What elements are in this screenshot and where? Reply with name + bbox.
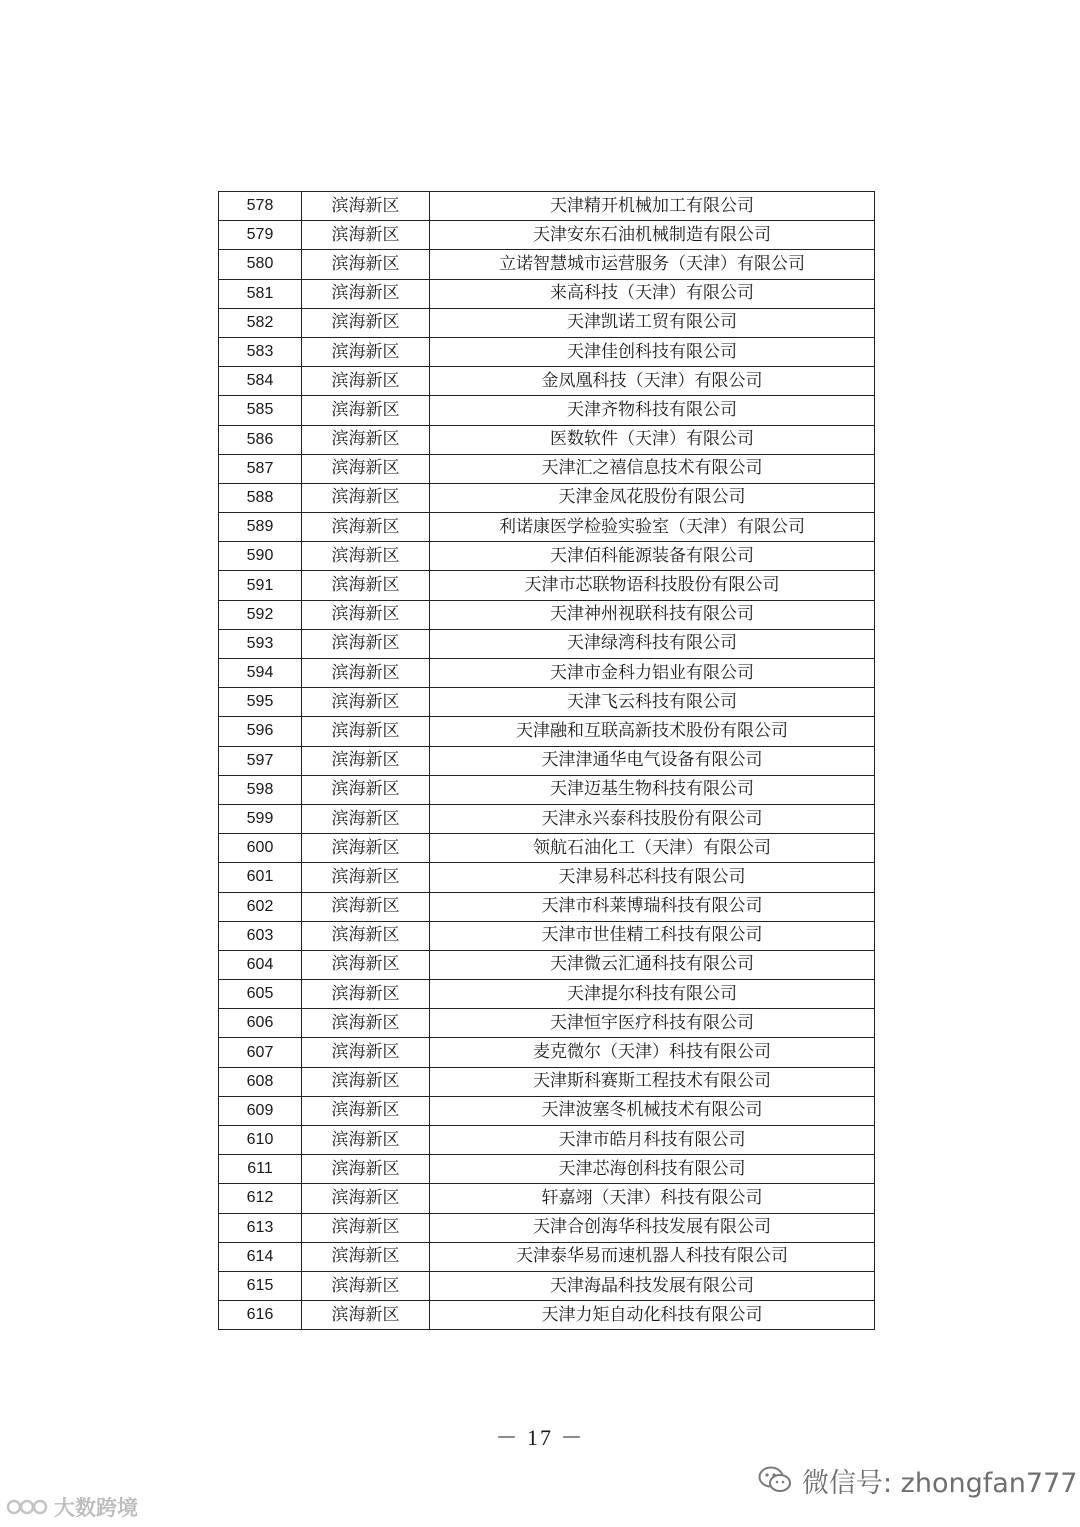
row-district: 滨海新区 [302,396,430,425]
table-row [219,396,875,425]
table-row [219,746,875,775]
row-number: 615 [219,1271,302,1300]
table-row [219,308,875,337]
row-district: 滨海新区 [302,1242,430,1271]
table-row [219,659,875,688]
row-district: 滨海新区 [302,483,430,512]
row-company-name: 金凤凰科技（天津）有限公司 [430,367,875,396]
row-district: 滨海新区 [302,1213,430,1242]
row-number: 594 [219,659,302,688]
row-company-name: 天津汇之禧信息技术有限公司 [430,454,875,483]
row-company-name: 天津金凤花股份有限公司 [430,483,875,512]
row-company-name: 利诺康医学检验实验室（天津）有限公司 [430,513,875,542]
row-number: 595 [219,688,302,717]
row-company-name: 天津恒宇医疗科技有限公司 [430,1009,875,1038]
row-number: 610 [219,1126,302,1155]
row-company-name: 医数软件（天津）有限公司 [430,425,875,454]
table-row [219,804,875,833]
wechat-label: 微信号: zhongfan777 [802,1467,1078,1499]
row-district: 滨海新区 [302,571,430,600]
row-number: 580 [219,250,302,279]
table-row [219,425,875,454]
table-row [219,600,875,629]
row-company-name: 天津市金科力铝业有限公司 [430,659,875,688]
row-number: 600 [219,834,302,863]
row-number: 602 [219,892,302,921]
table-row [219,192,875,221]
row-number: 616 [219,1301,302,1330]
row-number: 585 [219,396,302,425]
table-row [219,688,875,717]
row-company-name: 天津海晶科技发展有限公司 [430,1271,875,1300]
row-number: 589 [219,513,302,542]
row-district: 滨海新区 [302,1038,430,1067]
row-company-name: 天津绿湾科技有限公司 [430,629,875,658]
row-district: 滨海新区 [302,629,430,658]
row-company-name: 天津市世佳精工科技有限公司 [430,921,875,950]
row-district: 滨海新区 [302,921,430,950]
table-row [219,1126,875,1155]
row-number: 604 [219,950,302,979]
row-company-name: 天津飞云科技有限公司 [430,688,875,717]
row-number: 593 [219,629,302,658]
row-district: 滨海新区 [302,1096,430,1125]
page-number: － 17 － [495,1425,585,1450]
table-row [219,1096,875,1125]
table-row [219,629,875,658]
watermark-text: 大数跨境 [54,1496,138,1520]
table-row [219,863,875,892]
row-company-name: 来高科技（天津）有限公司 [430,279,875,308]
table-row [219,1184,875,1213]
row-company-name: 天津市芯联物语科技股份有限公司 [430,571,875,600]
row-district: 滨海新区 [302,950,430,979]
wechat-icon [758,1465,792,1495]
row-district: 滨海新区 [302,688,430,717]
table-row [219,250,875,279]
row-company-name: 天津芯海创科技有限公司 [430,1155,875,1184]
table-row [219,1242,875,1271]
row-district: 滨海新区 [302,308,430,337]
row-company-name: 天津佰科能源装备有限公司 [430,542,875,571]
table-row [219,1271,875,1300]
row-district: 滨海新区 [302,425,430,454]
table-row [219,717,875,746]
row-company-name: 天津安东石油机械制造有限公司 [430,221,875,250]
row-district: 滨海新区 [302,834,430,863]
row-company-name: 天津波塞冬机械技术有限公司 [430,1096,875,1125]
row-company-name: 天津津通华电气设备有限公司 [430,746,875,775]
row-district: 滨海新区 [302,775,430,804]
table-row [219,483,875,512]
row-district: 滨海新区 [302,1126,430,1155]
company-table-body [219,192,875,1330]
table-row [219,980,875,1009]
row-number: 611 [219,1155,302,1184]
row-number: 588 [219,483,302,512]
row-district: 滨海新区 [302,980,430,1009]
row-number: 584 [219,367,302,396]
table-row [219,834,875,863]
row-company-name: 天津迈基生物科技有限公司 [430,775,875,804]
row-district: 滨海新区 [302,221,430,250]
row-number: 599 [219,804,302,833]
row-number: 587 [219,454,302,483]
row-district: 滨海新区 [302,659,430,688]
row-company-name: 天津提尔科技有限公司 [430,980,875,1009]
row-district: 滨海新区 [302,717,430,746]
row-number: 586 [219,425,302,454]
row-number: 578 [219,192,302,221]
row-company-name: 天津佳创科技有限公司 [430,337,875,366]
row-number: 606 [219,1009,302,1038]
row-district: 滨海新区 [302,367,430,396]
row-company-name: 天津市科莱博瑞科技有限公司 [430,892,875,921]
row-company-name: 天津合创海华科技发展有限公司 [430,1213,875,1242]
table-row [219,367,875,396]
table-row [219,1009,875,1038]
row-district: 滨海新区 [302,600,430,629]
table-row [219,921,875,950]
row-district: 滨海新区 [302,863,430,892]
row-number: 583 [219,337,302,366]
table-row [219,892,875,921]
row-number: 601 [219,863,302,892]
table-row [219,950,875,979]
table-row [219,1213,875,1242]
row-number: 613 [219,1213,302,1242]
row-number: 581 [219,279,302,308]
site-watermark [6,1490,138,1524]
row-number: 582 [219,308,302,337]
row-district: 滨海新区 [302,1301,430,1330]
row-company-name: 天津融和互联高新技术股份有限公司 [430,717,875,746]
row-company-name: 天津齐物科技有限公司 [430,396,875,425]
row-district: 滨海新区 [302,337,430,366]
row-district: 滨海新区 [302,1067,430,1096]
table-row [219,1155,875,1184]
watermark-logo-icon [6,1495,48,1519]
row-number: 605 [219,980,302,1009]
company-table [218,191,875,1330]
row-company-name: 天津斯科赛斯工程技术有限公司 [430,1067,875,1096]
table-row [219,571,875,600]
row-number: 592 [219,600,302,629]
row-company-name: 轩嘉翊（天津）科技有限公司 [430,1184,875,1213]
row-number: 579 [219,221,302,250]
table-row [219,1067,875,1096]
row-district: 滨海新区 [302,1155,430,1184]
table-row [219,542,875,571]
row-district: 滨海新区 [302,192,430,221]
row-number: 607 [219,1038,302,1067]
row-number: 603 [219,921,302,950]
row-district: 滨海新区 [302,1184,430,1213]
row-district: 滨海新区 [302,892,430,921]
row-company-name: 天津力矩自动化科技有限公司 [430,1301,875,1330]
row-number: 597 [219,746,302,775]
table-row [219,337,875,366]
table-row [219,1038,875,1067]
row-number: 590 [219,542,302,571]
row-number: 612 [219,1184,302,1213]
row-company-name: 天津易科芯科技有限公司 [430,863,875,892]
wechat-id-watermark [758,1460,1077,1500]
table-row [219,775,875,804]
row-district: 滨海新区 [302,513,430,542]
row-company-name: 天津凯诺工贸有限公司 [430,308,875,337]
table-row [219,1301,875,1330]
row-district: 滨海新区 [302,746,430,775]
row-number: 614 [219,1242,302,1271]
row-company-name: 领航石油化工（天津）有限公司 [430,834,875,863]
row-number: 596 [219,717,302,746]
row-company-name: 天津永兴泰科技股份有限公司 [430,804,875,833]
row-company-name: 立诺智慧城市运营服务（天津）有限公司 [430,250,875,279]
row-company-name: 麦克微尔（天津）科技有限公司 [430,1038,875,1067]
row-number: 609 [219,1096,302,1125]
table-row [219,454,875,483]
row-company-name: 天津泰华易而速机器人科技有限公司 [430,1242,875,1271]
row-company-name: 天津精开机械加工有限公司 [430,192,875,221]
row-number: 608 [219,1067,302,1096]
row-company-name: 天津市皓月科技有限公司 [430,1126,875,1155]
table-row [219,513,875,542]
table-row [219,221,875,250]
table-row [219,279,875,308]
row-district: 滨海新区 [302,804,430,833]
row-district: 滨海新区 [302,542,430,571]
row-number: 591 [219,571,302,600]
row-district: 滨海新区 [302,1271,430,1300]
row-company-name: 天津神州视联科技有限公司 [430,600,875,629]
row-district: 滨海新区 [302,1009,430,1038]
row-number: 598 [219,775,302,804]
row-company-name: 天津微云汇通科技有限公司 [430,950,875,979]
row-district: 滨海新区 [302,454,430,483]
row-district: 滨海新区 [302,250,430,279]
row-district: 滨海新区 [302,279,430,308]
